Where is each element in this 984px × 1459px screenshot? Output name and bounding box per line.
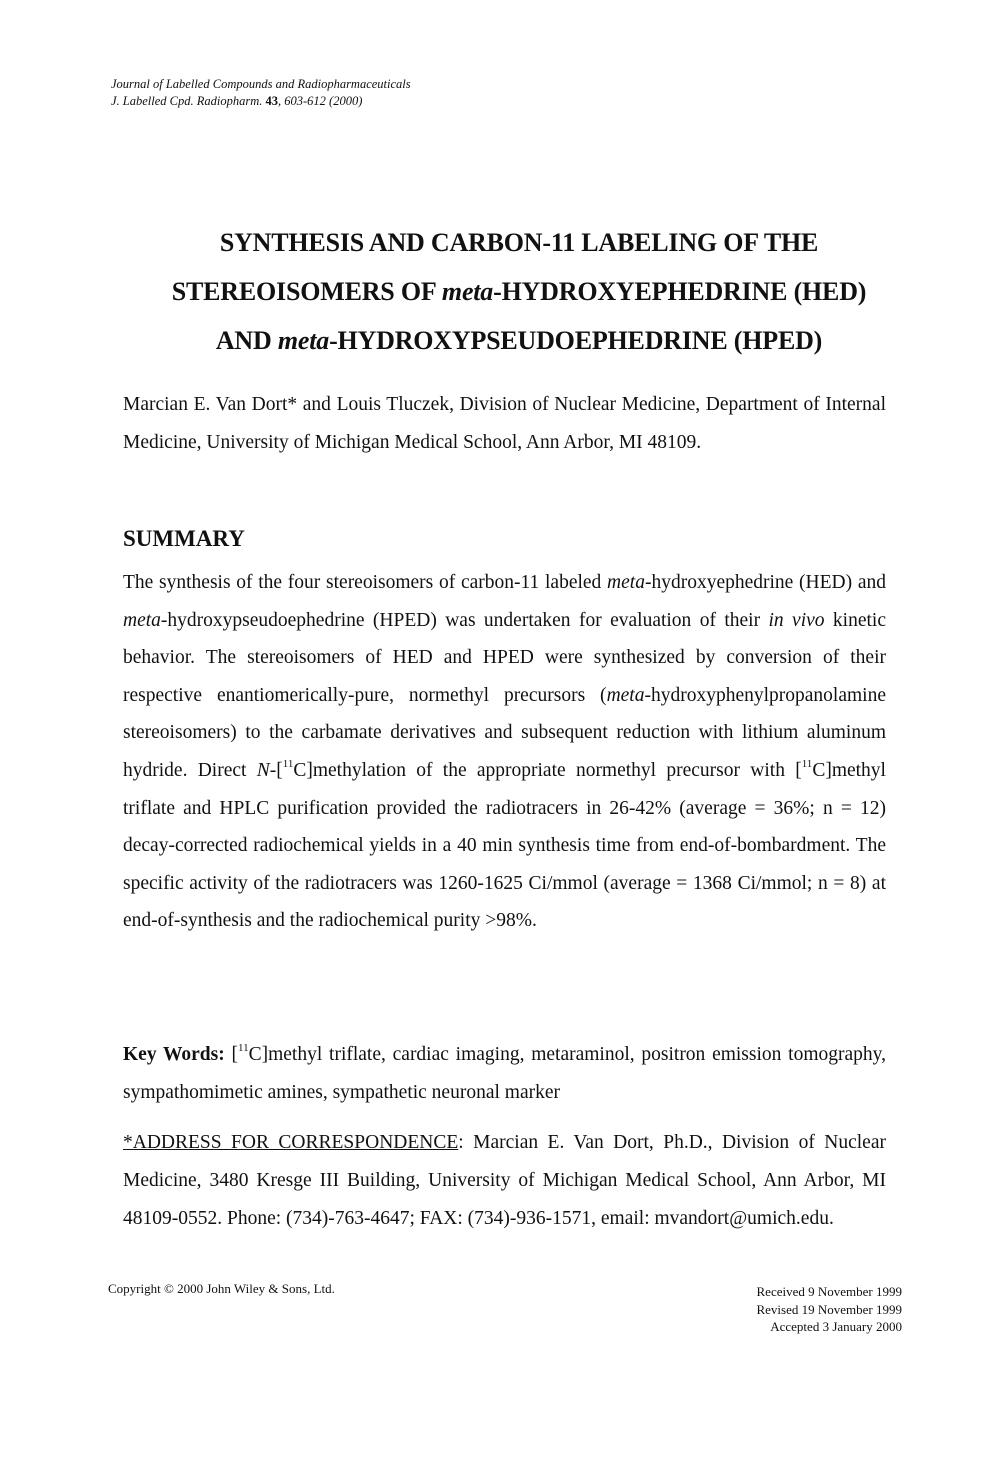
title-line-2	[60, 267, 978, 316]
summary-italic-run: N	[256, 759, 270, 781]
title-line-2-start: STEREOISOMERS OF	[171, 277, 442, 306]
title-line-1: SYNTHESIS AND CARBON-11 LABELING OF THE	[219, 228, 819, 257]
title-line-3	[60, 316, 978, 365]
publication-dates	[756, 1283, 902, 1336]
received-date: Received 9 November 1999	[756, 1284, 902, 1299]
title-line-3-end: -HYDROXYPSEUDOEPHEDRINE (HPED)	[329, 326, 823, 355]
summary-text-run: The synthesis of the four stereoisomers of carbon-11 labeled	[123, 572, 608, 593]
citation-volume: 43	[265, 94, 279, 108]
authors-text: Marcian E. Van Dort* and Louis Tluczek, Division of Nuclear Medicine, Department of Internal Medicine, University of Michigan Medical School, Ann Arbor, MI 48109.	[123, 394, 886, 453]
paper-title	[60, 218, 978, 365]
superscript: 11	[238, 1042, 249, 1054]
correspondence-label: *ADDRESS FOR CORRESPONDENCE	[123, 1132, 459, 1153]
summary-text-run: -hydroxyphenylpropanolamine stereoisomers) to the carbamate derivatives and subsequent reduction with lithium aluminum hydride. Direct	[123, 684, 886, 781]
correspondence-text	[123, 1124, 886, 1238]
summary-italic-run: in vivo	[768, 609, 825, 631]
summary-italic-run: meta	[607, 572, 645, 593]
summary-paragraph	[123, 564, 886, 940]
citation-pages: , 603-612 (2000)	[278, 94, 363, 108]
summary-text-run: kinetic behavior. The stereoisomers of HED and HPED were synthesized by conversion of their respective enantiomerically-pure, normethyl precursors (	[123, 609, 886, 706]
author-affiliation	[123, 386, 886, 462]
revised-date: Revised 19 November 1999	[756, 1301, 902, 1317]
summary-text-run: C]methylation of the appropriate normethyl precursor with [	[293, 759, 802, 781]
journal-header	[111, 76, 411, 110]
keywords-label: Key Words:	[123, 1044, 225, 1065]
title-line-3-italic: meta	[277, 326, 330, 355]
title-line-3-start: AND	[215, 326, 278, 355]
journal-citation	[111, 93, 411, 110]
keywords-text-run: [	[224, 1044, 239, 1065]
keywords-text	[123, 1036, 886, 1112]
correspondence-details: : Marcian E. Van Dort, Ph.D., Division of Nuclear Medicine, 3480 Kresge III Building, University of Michigan Medical School, Ann Arbor, MI 48109-0552. Phone: (734)-763-4647; FAX: (734)-936-1571, email: mvandort@umich.edu.	[123, 1132, 886, 1229]
superscript: 11	[282, 757, 294, 770]
summary-text-run: -[	[269, 759, 283, 781]
summary-heading: SUMMARY	[123, 526, 245, 551]
title-line-2-end: -HYDROXYEPHEDRINE (HED)	[493, 277, 867, 306]
keywords-paragraph	[123, 1036, 886, 1112]
summary-italic-run: meta	[606, 684, 645, 706]
journal-name: Journal of Labelled Compounds and Radiopharmaceuticals	[111, 77, 411, 91]
summary-text-run: -hydroxypseudoephedrine (HPED) was undertaken for evaluation of their	[160, 609, 769, 631]
correspondence-paragraph	[123, 1124, 886, 1238]
accepted-date: Accepted 3 January 2000	[770, 1319, 902, 1334]
summary-text	[123, 564, 886, 940]
summary-text-run: -hydroxyephedrine (HED) and	[644, 572, 886, 593]
title-line-2-italic: meta	[441, 277, 494, 306]
citation-prefix: J. Labelled Cpd. Radiopharm.	[111, 94, 263, 108]
copyright-notice: Copyright © 2000 John Wiley & Sons, Ltd.	[108, 1281, 335, 1296]
keywords-text-run: C]methyl triflate, cardiac imaging, metaraminol, positron emission tomography, sympathomimetic amines, sympathetic neuronal marker	[123, 1044, 887, 1103]
summary-italic-run: meta	[123, 609, 161, 631]
summary-text-run: C]methyl triflate and HPLC purification provided the radiotracers in 26-42% (average = 36%; n = 12) decay-corrected radiochemical yields in a 40 min synthesis time from end-of-bombardment. The specific activity of the radiotracers was 1260-1625 Ci/mmol (average = 1368 Ci/mmol; n = 8) at end-of-synthesis and the radiochemical purity >98%.	[123, 759, 886, 932]
superscript: 11	[801, 757, 813, 770]
